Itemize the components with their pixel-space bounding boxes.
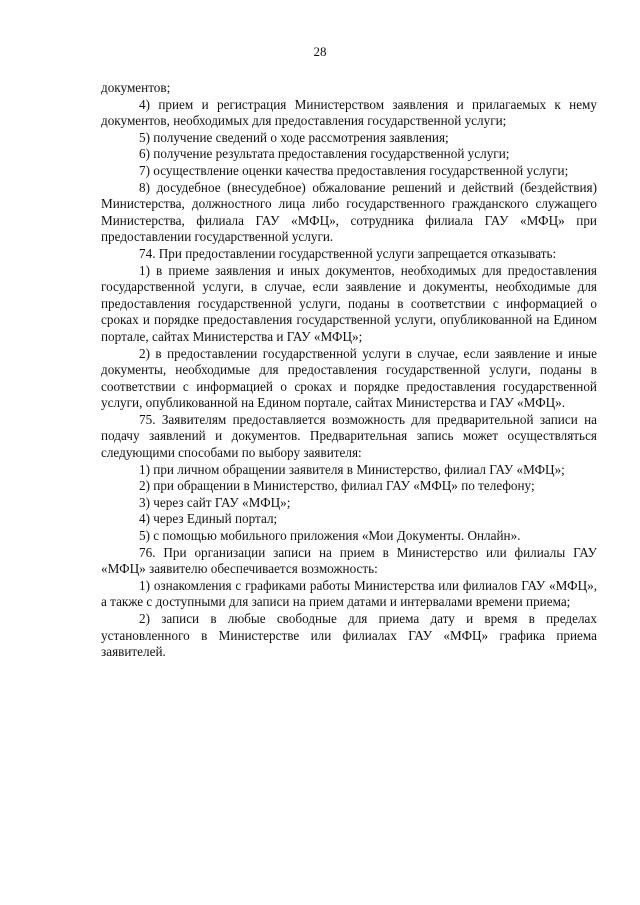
- paragraph: документов;: [101, 80, 171, 95]
- paragraph: 6) получение результата предоставления государственной услуги;: [139, 146, 510, 162]
- paragraph: 4) прием и регистрация Министерством заявления и прилагаемых к нему документов, необходимых для предоставления государственной услуги;: [101, 96, 597, 129]
- paragraph: 1) в приеме заявления и иных документов, необходимых для предоставления государственной услуги, в случае, если заявление и документы, необходимые для предоставления государственной услуги, поданы в соответствии с информацией о сроках и порядке предоставления государственной услуги, опубликованной на Едином портале, сайтах Министерства и ГАУ «МФЦ»;: [101, 262, 597, 344]
- page-number: 28: [313, 44, 327, 59]
- paragraph: 8) досудебное (внесудебное) обжалование решений и действий (бездействия) Министерства, должностного лица либо государственного гражданского служащего Министерства, филиала ГАУ «МФЦ», сотрудника филиала ГАУ «МФЦ» при предоставлении государственной услуги.: [101, 179, 597, 245]
- document-body: [101, 80, 597, 661]
- paragraph: 5) получение сведений о ходе рассмотрения заявления;: [139, 129, 449, 145]
- paragraph: 74. При предоставлении государственной услуги запрещается отказывать:: [139, 245, 557, 261]
- paragraph: 5) с помощью мобильного приложения «Мои Документы. Онлайн».: [139, 528, 521, 544]
- paragraph: 7) осуществление оценки качества предоставления государственной услуги;: [139, 162, 569, 178]
- paragraph: 2) при обращении в Министерство, филиал ГАУ «МФЦ» по телефону;: [139, 478, 535, 494]
- paragraph: 76. При организации записи на прием в Министерство или филиалы ГАУ «МФЦ» заявителю обеспечивается возможность:: [101, 544, 597, 577]
- paragraph: 2) записи в любые свободные для приема дату и время в пределах установленного в Министерстве или филиалах ГАУ «МФЦ» графика приема заявителей.: [101, 611, 597, 660]
- paragraph: 2) в предоставлении государственной услуги в случае, если заявление и иные документы, необходимые для предоставления государственной услуги, поданы в соответствии с информацией о сроках и порядке предоставления государственной услуги, опубликованной на Едином портале, сайтах Министерства и ГАУ «МФЦ».: [101, 345, 597, 411]
- paragraph: 75. Заявителям предоставляется возможность для предварительной записи на подачу заявлений и документов. Предварительная запись может осуществляться следующими способами по выбору заявителя:: [101, 411, 597, 461]
- paragraph: 1) при личном обращении заявителя в Министерство, филиал ГАУ «МФЦ»;: [139, 461, 565, 477]
- paragraph: 4) через Единый портал;: [139, 511, 278, 527]
- paragraph: 3) через сайт ГАУ «МФЦ»;: [139, 494, 291, 510]
- paragraph: 1) ознакомления с графиками работы Министерства или филиалов ГАУ «МФЦ», а также с доступными для записи на прием датами и интервалами времени приема;: [101, 577, 597, 610]
